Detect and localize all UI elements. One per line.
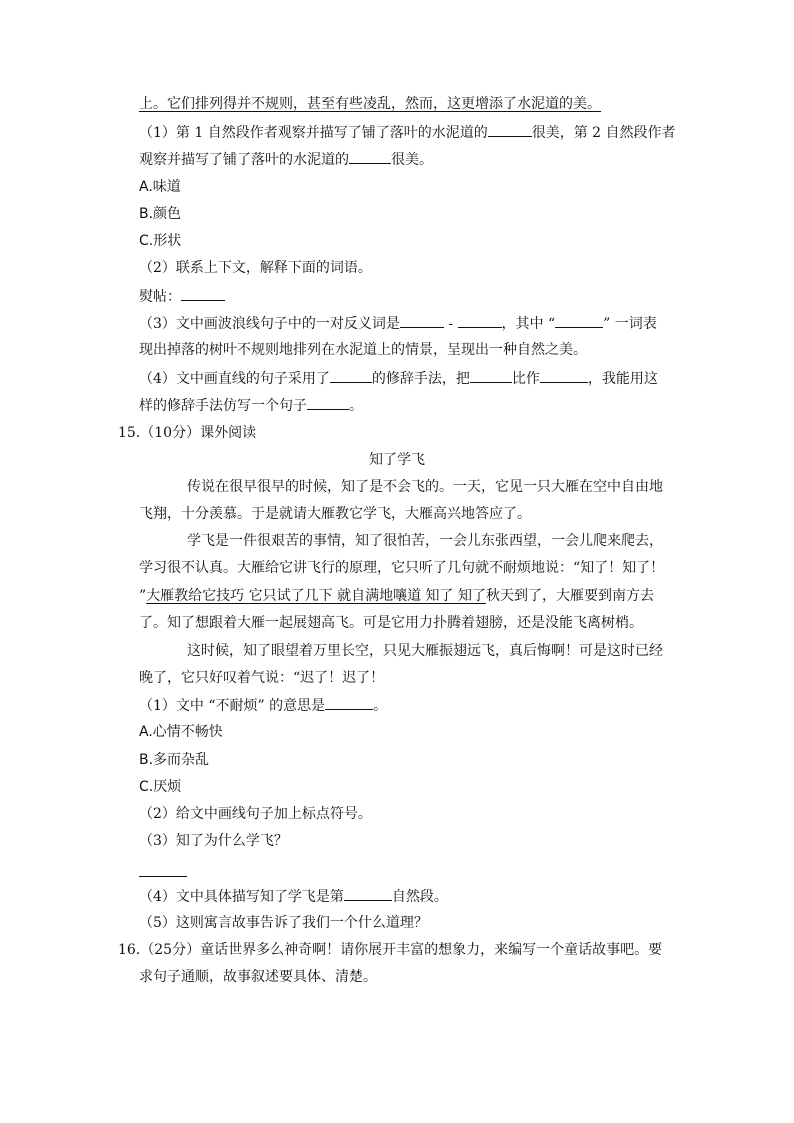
option-b[interactable]: B.多而杂乱	[139, 752, 210, 768]
story-p2-line4: 了。知了想跟着大雁一起展翅高飞。可是它用力扑腾着翅膀，还是没能飞离树梢。	[139, 615, 643, 631]
q14-sub1-line2: 观察并描写了铺了落叶的水泥道的 很美。	[139, 149, 433, 170]
q15-sub4: （4）文中具体描写知了学飞是第 自然段。	[139, 886, 448, 907]
story-p2-line1: 学飞是一件很艰苦的事情，知了很怕苦，一会儿东张西望，一会儿爬来爬去，	[187, 533, 663, 549]
q16-line1: 16.（25分）童话世界多么神奇啊！请你展开丰富的想象力，来编写一个童话故事吧。要	[118, 942, 663, 958]
answer-blank[interactable]	[349, 149, 391, 164]
answer-blank[interactable]	[488, 122, 532, 137]
option-c[interactable]: C.形状	[139, 233, 182, 249]
answer-blank[interactable]	[540, 368, 588, 383]
q15-sub5: （5）这则寓言故事告诉了我们一个什么道理？	[139, 915, 428, 931]
option-c[interactable]: C.厌烦	[139, 779, 182, 795]
option-a[interactable]: A.味道	[139, 179, 181, 195]
story-title: 知了学飞	[369, 452, 425, 468]
answer-blank[interactable]	[325, 695, 373, 710]
q15-sub2: （2）给文中画线句子加上标点符号。	[139, 806, 372, 822]
story-p2-line2: 学习很不认真。大雁给它讲飞行的原理，它只听了几句就不耐烦地说：“知了！知了！	[139, 560, 665, 576]
answer-blank[interactable]	[470, 368, 512, 383]
q14-sub3-line2: 现出掉落的树叶不规则地排列在水泥道上的情景，呈现出一种自然之美。	[139, 342, 587, 358]
answer-blank[interactable]	[555, 313, 603, 328]
answer-blank[interactable]	[458, 313, 502, 328]
option-b[interactable]: B.颜色	[139, 206, 182, 222]
q15-sub1: （1）文中 “不耐烦” 的意思是 。	[139, 695, 387, 716]
answer-blank[interactable]	[400, 313, 444, 328]
q16-line2: 求句子通顺，故事叙述要具体、清楚。	[139, 969, 377, 985]
q14-sub4-line1: （4）文中画直线的句子采用了 的修辞手法，把 比作 ，我能用这	[139, 368, 658, 389]
story-p1-line2: 飞翔，十分羡慕。于是就请大雁教它学飞，大雁高兴地答应了。	[139, 506, 531, 522]
story-p2-line3: ”大雁教给它技巧 它只试了几下 就自满地嚷道 知了 知了秋天到了，大雁要到南方去	[139, 588, 654, 604]
q14-sub2-term: 熨帖：	[139, 286, 225, 307]
option-a[interactable]: A.心情不畅快	[139, 724, 223, 740]
answer-blank[interactable]	[181, 286, 225, 301]
story-p1-line1: 传说在很早很早的时候，知了是不会飞的。一天，它见一只大雁在空中自由地	[187, 479, 663, 495]
story-p3-line1: 这时候，知了眼望着万里长空，只见大雁振翅远飞，真后悔啊！可是这时已经	[187, 643, 663, 659]
story-p3-line2: 晚了，它只好叹着气说：“迟了！迟了！	[139, 670, 385, 686]
answer-blank[interactable]	[330, 368, 372, 383]
answer-blank[interactable]	[307, 395, 349, 410]
q14-sub4-line2: 样的修辞手法仿写一个句子 。	[139, 395, 363, 416]
underlined-sentence: 大雁教给它技巧 它只试了几下 就自满地嚷道 知了 知了	[146, 588, 486, 604]
answer-blank[interactable]	[344, 886, 392, 901]
q14-sub3-line1: （3）文中画波浪线句子中的一对反义词是 - ，其中 “ ” 一词表	[139, 313, 657, 334]
q14-sub1-line1: （1）第 1 自然段作者观察并描写了铺了落叶的水泥道的 很美，第 2 自然段作者	[139, 122, 676, 143]
q15-header: 15.（10分）课外阅读	[118, 425, 257, 441]
answer-line[interactable]	[139, 876, 187, 877]
q14-sub2-prompt: （2）联系上下文，解释下面的词语。	[139, 260, 372, 276]
q15-sub3: （3）知了为什么学飞？	[139, 833, 288, 849]
passage-end-line: 上。它们排列得并不规则，甚至有些凌乱，然而，这更增添了水泥道的美。	[139, 96, 601, 112]
